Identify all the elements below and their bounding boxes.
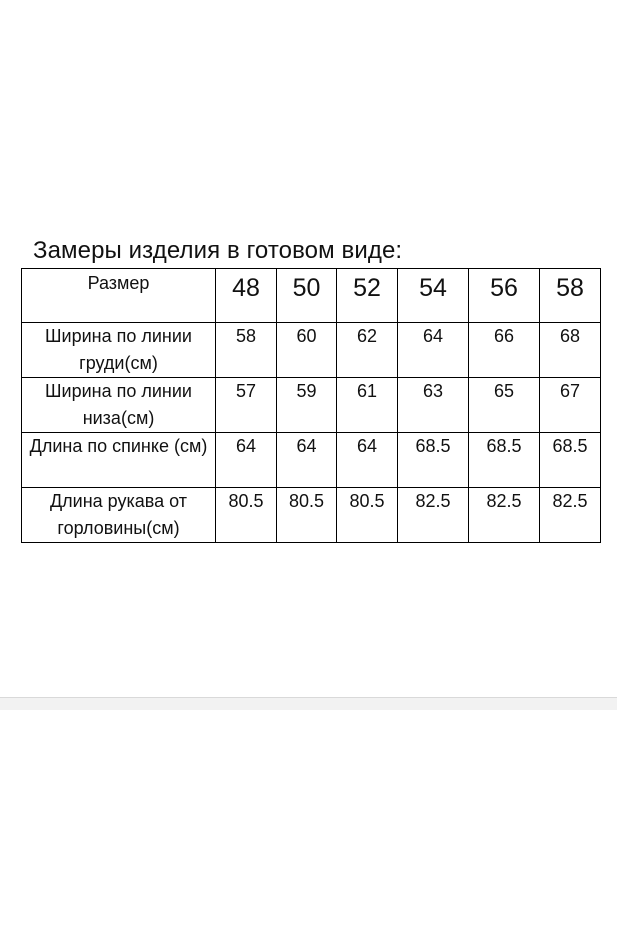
table-row (22, 433, 601, 488)
value-cell: 64 (337, 433, 398, 488)
size-cell: 50 (277, 269, 337, 323)
value-cell: 67 (540, 378, 601, 433)
page-title: Замеры изделия в готовом виде: (33, 237, 403, 264)
row-label-cell: Ширина по линии низа(см) (22, 378, 216, 433)
size-table (21, 268, 601, 543)
table-row (22, 378, 601, 433)
value-cell: 68.5 (540, 433, 601, 488)
value-cell: 61 (337, 378, 398, 433)
row-label-cell: Ширина по линии груди(см) (22, 323, 216, 378)
page-divider (0, 697, 617, 710)
value-cell: 65 (469, 378, 540, 433)
value-cell: 68.5 (469, 433, 540, 488)
value-cell: 68.5 (398, 433, 469, 488)
value-cell: 64 (277, 433, 337, 488)
size-cell: 54 (398, 269, 469, 323)
value-cell: 68 (540, 323, 601, 378)
size-cell: 56 (469, 269, 540, 323)
table-row (22, 488, 601, 543)
row-label-cell: Длина по спинке (см) (22, 433, 216, 488)
value-cell: 80.5 (337, 488, 398, 543)
value-cell: 60 (277, 323, 337, 378)
table-row (22, 323, 601, 378)
size-cell: 48 (216, 269, 277, 323)
value-cell: 64 (216, 433, 277, 488)
value-cell: 59 (277, 378, 337, 433)
value-cell: 82.5 (398, 488, 469, 543)
value-cell: 58 (216, 323, 277, 378)
header-label-cell: Размер (22, 269, 216, 323)
value-cell: 63 (398, 378, 469, 433)
value-cell: 66 (469, 323, 540, 378)
value-cell: 82.5 (540, 488, 601, 543)
value-cell: 80.5 (216, 488, 277, 543)
value-cell: 57 (216, 378, 277, 433)
value-cell: 62 (337, 323, 398, 378)
value-cell: 64 (398, 323, 469, 378)
size-cell: 58 (540, 269, 601, 323)
value-cell: 80.5 (277, 488, 337, 543)
size-cell: 52 (337, 269, 398, 323)
row-label-cell: Длина рукава от горловины(см) (22, 488, 216, 543)
value-cell: 82.5 (469, 488, 540, 543)
table-header-row (22, 269, 601, 323)
